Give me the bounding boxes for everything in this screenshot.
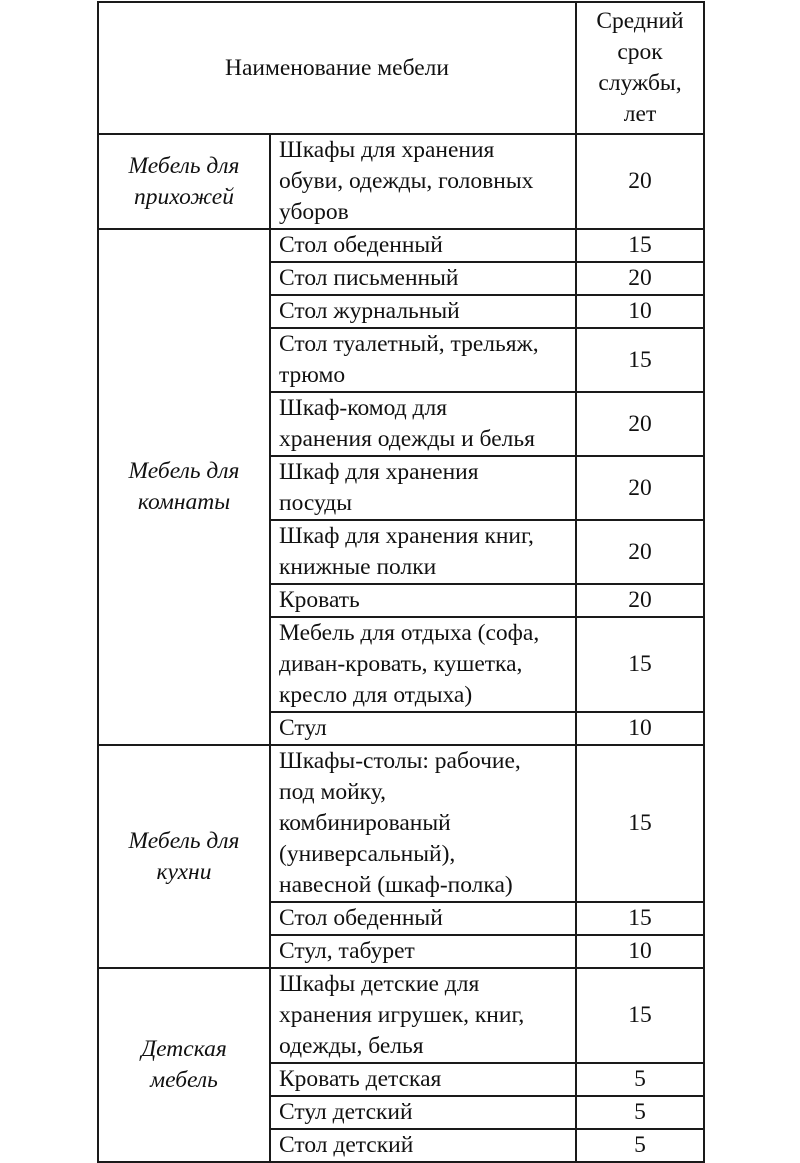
service-life-value: 20: [576, 262, 704, 295]
item-name-cell: [270, 1096, 576, 1129]
item-name-cell: [270, 935, 576, 968]
category-label: комнаты: [137, 489, 231, 515]
service-life-value: 15: [576, 229, 704, 262]
item-name-cell: [270, 134, 576, 229]
header-service-life-line: службы,: [598, 70, 682, 96]
item-name: Стол письменный: [279, 265, 459, 291]
table-row: [98, 134, 704, 229]
item-name-cell: [270, 712, 576, 745]
item-name-cell: [270, 262, 576, 295]
service-life-value: 5: [576, 1063, 704, 1096]
item-name: трюмо: [279, 362, 346, 388]
service-life-value: 10: [576, 935, 704, 968]
item-name: Шкаф для хранения: [279, 459, 479, 485]
item-name: хранения игрушек, книг,: [279, 1002, 525, 1028]
item-name-cell: [270, 392, 576, 456]
category-label: Мебель для: [128, 152, 240, 179]
service-life-value: 15: [576, 968, 704, 1063]
item-name: обуви, одежды, головных: [279, 168, 534, 194]
item-name-cell: [270, 584, 576, 617]
item-name-cell: [270, 1129, 576, 1162]
item-name: Стул, табурет: [279, 938, 415, 964]
service-life-value: 5: [576, 1096, 704, 1129]
item-name: Шкаф-комод для: [279, 395, 448, 421]
item-name: Стол туалетный, трельяж,: [279, 331, 539, 357]
item-name: Шкафы для хранения: [279, 137, 495, 163]
item-name: Стол обеденный: [279, 905, 443, 931]
item-name-cell: [270, 456, 576, 520]
service-life-value: 15: [576, 902, 704, 935]
item-name-cell: [270, 520, 576, 584]
table-body: [98, 134, 704, 1162]
item-name: Кровать: [279, 587, 360, 613]
item-name: под мойку,: [279, 779, 387, 805]
item-name: уборов: [279, 199, 349, 225]
item-name: (универсальный),: [279, 841, 456, 867]
item-name: хранения одежды и белья: [279, 426, 535, 452]
header-service-life-line: Средний: [596, 8, 684, 34]
category-label: Мебель для: [128, 827, 240, 854]
service-life-value: 5: [576, 1129, 704, 1162]
service-life-value: 15: [576, 745, 704, 902]
service-life-value: 10: [576, 295, 704, 328]
item-name: Стол детский: [279, 1132, 414, 1158]
service-life-value: 15: [576, 328, 704, 392]
category-label: Мебель для: [128, 458, 240, 484]
item-name: диван-кровать, кушетка,: [279, 651, 523, 677]
item-name-cell: [270, 745, 576, 902]
item-name: навесной (шкаф-полка): [279, 872, 513, 898]
service-life-value: 10: [576, 712, 704, 745]
item-name-cell: [270, 295, 576, 328]
service-life-value: 20: [576, 456, 704, 520]
service-life-value: 20: [576, 520, 704, 584]
category-label: прихожей: [134, 183, 234, 210]
item-name: одежды, белья: [279, 1033, 424, 1059]
category-cell: [98, 134, 270, 229]
table-row: [98, 968, 704, 1063]
item-name-cell: [270, 328, 576, 392]
service-life-value: 20: [576, 392, 704, 456]
item-name: Шкафы детские для: [279, 971, 480, 997]
item-name: комбинированый: [279, 810, 451, 836]
service-life-value: 20: [576, 134, 704, 229]
item-name: книжные полки: [279, 554, 437, 580]
item-name-cell: [270, 1063, 576, 1096]
item-name-cell: [270, 229, 576, 262]
category-label: мебель: [150, 1067, 218, 1093]
item-name: Стул детский: [279, 1099, 413, 1125]
category-cell: [98, 745, 270, 968]
table-header-row: [98, 2, 704, 134]
item-name: Мебель для отдыха (софа,: [279, 620, 540, 646]
item-name-cell: [270, 902, 576, 935]
service-life-value: 15: [576, 617, 704, 712]
item-name-cell: [270, 968, 576, 1063]
category-cell: [98, 229, 270, 745]
header-service-life-line: лет: [623, 101, 657, 127]
item-name: Шкаф для хранения книг,: [279, 523, 534, 549]
item-name: Стол обеденный: [279, 232, 443, 258]
item-name: Стол журнальный: [279, 298, 460, 324]
table-row: [98, 229, 704, 262]
header-furniture-name: Наименование мебели: [98, 2, 576, 134]
item-name-cell: [270, 617, 576, 712]
header-service-life: [576, 2, 704, 134]
category-label: кухни: [156, 858, 212, 885]
table-row: [98, 745, 704, 902]
service-life-value: 20: [576, 584, 704, 617]
item-name: Стул: [279, 715, 327, 741]
item-name: Шкафы-столы: рабочие,: [279, 748, 521, 774]
item-name: посуды: [279, 490, 353, 516]
item-name: кресло для отдыха): [279, 682, 473, 708]
furniture-service-life-table: [97, 1, 705, 1163]
category-cell: [98, 968, 270, 1162]
header-service-life-line: срок: [617, 39, 663, 65]
item-name: Кровать детская: [279, 1066, 442, 1092]
category-label: Детская: [141, 1036, 227, 1062]
